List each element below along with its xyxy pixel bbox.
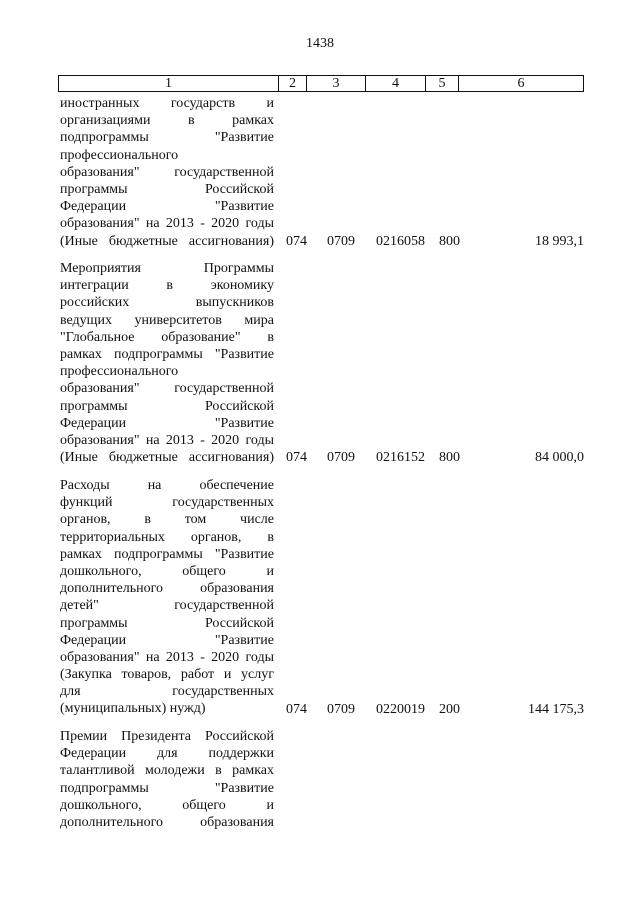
section-code: 0709 xyxy=(327,233,355,249)
desc-line: (Закупка товаров, работ и услуг xyxy=(60,667,274,683)
desc-line: иностранных государств и xyxy=(60,96,274,111)
expense-code: 800 xyxy=(439,450,460,466)
amount: 84 000,0 xyxy=(535,450,584,466)
desc-line: профессионального xyxy=(60,364,179,380)
amount: 18 993,1 xyxy=(535,233,584,249)
desc-line: дошкольного, общего и xyxy=(60,797,274,813)
target-code: 0220019 xyxy=(376,701,425,717)
desc-line: функций государственных xyxy=(60,495,274,511)
row-description xyxy=(60,477,274,718)
row-description xyxy=(60,260,274,466)
header-col-3: 3 xyxy=(306,76,365,91)
desc-line: интеграции в экономику xyxy=(60,278,274,294)
desc-line: программы Российской xyxy=(60,181,274,197)
desc-line: (Иные бюджетные ассигнования) xyxy=(60,450,274,466)
expense-code: 800 xyxy=(439,233,460,249)
desc-line: Федерации для поддержки xyxy=(60,746,274,762)
desc-line: "Глобальное образование" в xyxy=(60,329,274,345)
header-col-1: 1 xyxy=(165,76,172,91)
desc-line: территориальных органов, в xyxy=(60,529,274,545)
desc-line: дополнительного образования xyxy=(60,581,274,597)
desc-line: подпрограммы "Развитие xyxy=(60,780,274,796)
desc-line: образования" государственной xyxy=(60,381,274,397)
desc-line: подпрограммы "Развитие xyxy=(60,130,274,146)
row-description xyxy=(60,728,274,831)
desc-line: программы Российской xyxy=(60,398,274,414)
desc-line: Премии Президента Российской xyxy=(60,729,274,744)
desc-line: образования" государственной xyxy=(60,164,274,180)
desc-line: дошкольного, общего и xyxy=(60,563,274,579)
header-col-6: 6 xyxy=(458,76,583,91)
desc-line: (муниципальных) нужд) xyxy=(60,701,206,717)
desc-line: образования" на 2013 - 2020 годы xyxy=(60,432,274,448)
desc-line: рамках подпрограммы "Развитие xyxy=(60,546,274,562)
row-description xyxy=(60,95,274,250)
desc-line: образования" на 2013 - 2020 годы xyxy=(60,649,274,665)
ministry-code: 074 xyxy=(286,701,307,717)
header-col-5: 5 xyxy=(425,76,458,91)
header-col-2: 2 xyxy=(278,76,306,91)
desc-line: Федерации "Развитие xyxy=(60,415,274,431)
desc-line: органов, в том числе xyxy=(60,512,274,528)
desc-line: рамках подпрограммы "Развитие xyxy=(60,346,274,362)
desc-line: Федерации "Развитие xyxy=(60,632,274,648)
section-code: 0709 xyxy=(327,701,355,717)
header-col-4: 4 xyxy=(365,76,425,91)
table-header xyxy=(58,75,584,92)
desc-line: организациями в рамках xyxy=(60,113,274,129)
desc-line: российских выпускников xyxy=(60,295,274,311)
amount: 144 175,3 xyxy=(528,701,584,717)
target-code: 0216152 xyxy=(376,450,425,466)
desc-line: (Иные бюджетные ассигнования) xyxy=(60,233,274,249)
page-number: 1438 xyxy=(306,36,334,51)
ministry-code: 074 xyxy=(286,450,307,466)
ministry-code: 074 xyxy=(286,233,307,249)
desc-line: ведущих университетов мира xyxy=(60,312,274,328)
desc-line: профессионального xyxy=(60,147,179,163)
target-code: 0216058 xyxy=(376,233,425,249)
desc-line: Расходы на обеспечение xyxy=(60,478,274,493)
desc-line: программы Российской xyxy=(60,615,274,631)
desc-line: для государственных xyxy=(60,684,274,700)
section-code: 0709 xyxy=(327,450,355,466)
desc-line: детей" государственной xyxy=(60,598,274,614)
desc-line: талантливой молодежи в рамках xyxy=(60,763,274,779)
desc-line: образования" на 2013 - 2020 годы xyxy=(60,216,274,232)
desc-line: Федерации "Развитие xyxy=(60,199,274,215)
expense-code: 200 xyxy=(439,701,460,717)
desc-line: Мероприятия Программы xyxy=(60,261,274,276)
desc-line: дополнительного образования xyxy=(60,814,274,830)
